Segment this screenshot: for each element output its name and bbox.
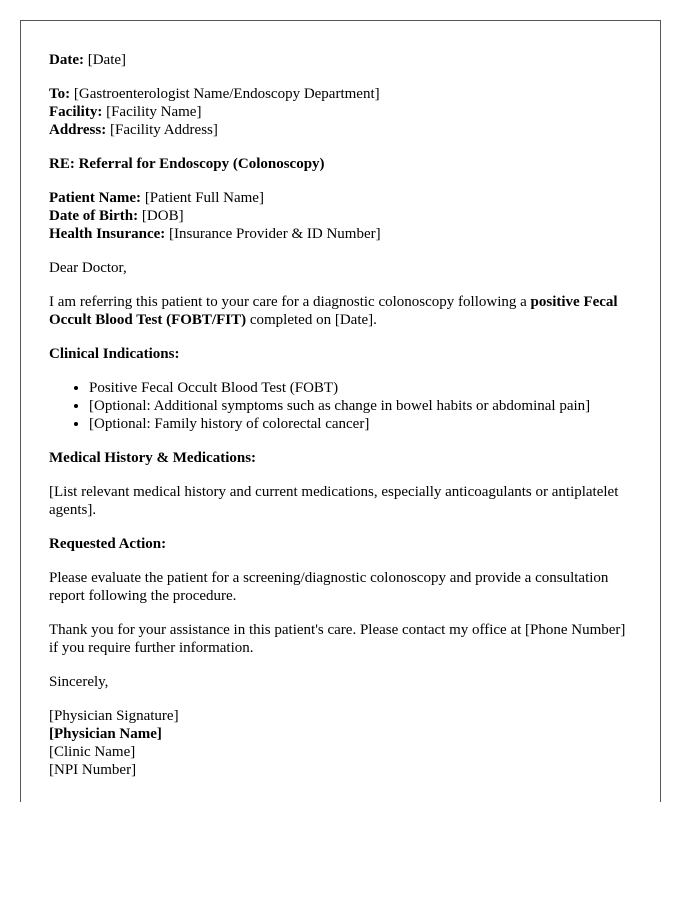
dob-line <box>49 207 632 225</box>
intro-paragraph <box>49 293 632 329</box>
signature-block <box>49 707 632 779</box>
date-label: Date: <box>49 52 84 68</box>
intro-bold-text: positive Fecal Occult Blood Test (FOBT/FIT) <box>49 294 618 328</box>
patient-name-label: Patient Name: <box>49 190 142 206</box>
to-line <box>49 85 632 103</box>
requested-action-heading: Requested Action: <box>49 536 167 552</box>
date-value: [Date] <box>87 52 127 68</box>
facility-value: [Facility Name] <box>106 104 202 120</box>
requested-action-text: Please evaluate the patient for a screening/diagnostic colonoscopy and provide a consultation report following the procedure. <box>49 570 609 604</box>
patient-name-line <box>49 189 632 207</box>
physician-signature: [Physician Signature] <box>49 708 179 724</box>
signoff: Sincerely, <box>49 674 109 690</box>
clinical-indications-heading: Clinical Indications: <box>49 346 180 362</box>
address-line <box>49 121 632 139</box>
date-line <box>49 51 632 69</box>
insurance-value: [Insurance Provider & ID Number] <box>169 226 381 242</box>
intro-text-end: completed on [Date]. <box>249 312 377 328</box>
address-value: [Facility Address] <box>109 122 218 138</box>
to-label: To: <box>49 86 71 102</box>
insurance-label: Health Insurance: <box>49 226 166 242</box>
dob-value: [DOB] <box>141 208 184 224</box>
to-value: [Gastroenterologist Name/Endoscopy Department] <box>73 86 380 102</box>
physician-name: [Physician Name] <box>49 726 162 742</box>
address-label: Address: <box>49 122 107 138</box>
list-item: • [Optional: Family history of colorectal cancer] <box>89 415 632 433</box>
list-item: • [Optional: Additional symptoms such as change in bowel habits or abdominal pain] <box>89 397 632 415</box>
list-item: • Positive Fecal Occult Blood Test (FOBT) <box>89 379 632 397</box>
clinical-indications-list <box>49 379 632 433</box>
facility-label: Facility: <box>49 104 103 120</box>
patient-block <box>49 189 632 243</box>
recipient-block <box>49 85 632 139</box>
closing-paragraph: Thank you for your assistance in this patient's care. Please contact my office at [Phone Number] if you require further information. <box>49 622 626 656</box>
intro-text: I am referring this patient to your care for a diagnostic colonoscopy following a <box>49 294 527 310</box>
npi-number: [NPI Number] <box>49 762 137 778</box>
medical-history-heading: Medical History & Medications: <box>49 450 257 466</box>
clinic-name: [Clinic Name] <box>49 744 136 760</box>
insurance-line <box>49 225 632 243</box>
salutation: Dear Doctor, <box>49 260 127 276</box>
facility-line <box>49 103 632 121</box>
referral-letter <box>20 20 661 802</box>
dob-label: Date of Birth: <box>49 208 139 224</box>
subject-line: RE: Referral for Endoscopy (Colonoscopy) <box>49 156 325 172</box>
medical-history-text: [List relevant medical history and current medications, especially anticoagulants or antiplatelet agents]. <box>49 484 619 518</box>
patient-name-value: [Patient Full Name] <box>144 190 264 206</box>
